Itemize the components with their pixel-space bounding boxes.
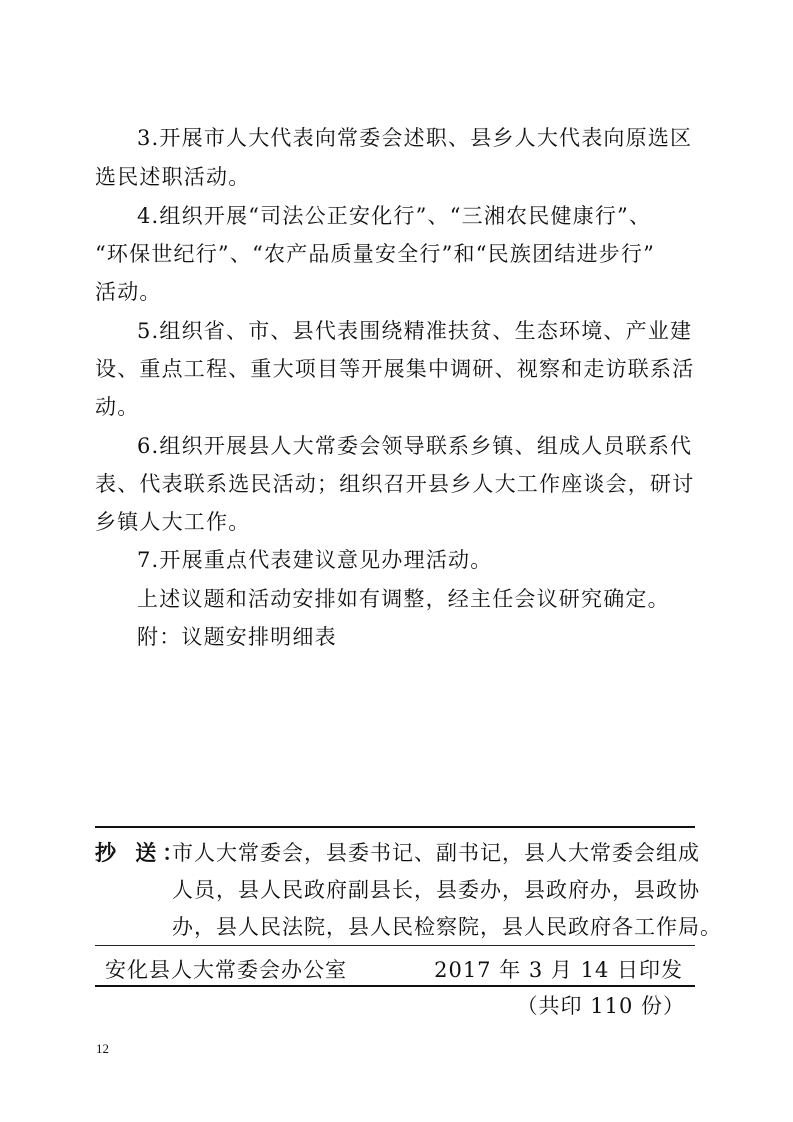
cc-label: 抄 送： [95, 840, 190, 865]
paragraph-4-line-3: 活动。 [95, 280, 162, 304]
print-copies: （共印 110 份） [516, 994, 685, 1018]
issuer-top-rule [95, 945, 695, 946]
closing-note: 上述议题和活动安排如有调整，经主任会议研究确定。 [137, 587, 670, 611]
issuing-office: 安化县人大常委会办公室 [105, 958, 347, 982]
cc-recipients-line-2: 人员，县人民政府副县长，县委办，县政府办，县政协 [172, 878, 700, 902]
paragraph-6-line-3: 乡镇人大工作。 [95, 510, 251, 534]
paragraph-5-line-3: 动。 [95, 395, 140, 419]
cc-top-rule [95, 826, 695, 828]
paragraph-6-line-2: 表、代表联系选民活动；组织召开县乡人大工作座谈会，研讨 [95, 472, 695, 496]
cc-recipients-line-1: 市人大常委会，县委书记、副书记，县人大常委会组成 [172, 841, 700, 865]
issue-date: 2017 年 3 月 14 日印发 [434, 958, 683, 982]
paragraph-3-line-1: 3.开展市人大代表向常委会述职、县乡人大代表向原选区 [137, 126, 693, 150]
cc-recipients-line-3: 办，县人民法院，县人民检察院，县人民政府各工作局。 [172, 915, 722, 939]
paragraph-5-line-1: 5.组织省、市、县代表围绕精准扶贫、生态环境、产业建 [137, 319, 693, 343]
paragraph-6-line-1: 6.组织开展县人大常委会领导联系乡镇、组成人员联系代 [137, 434, 693, 458]
issuer-bottom-rule [95, 985, 695, 987]
paragraph-4-line-2: “环保世纪行”、“农产品质量安全行”和“民族团结进步行” [95, 242, 656, 266]
paragraph-4-line-1: 4.组织开展“司法公正安化行”、“三湘农民健康行”、 [137, 204, 652, 228]
page-number: 12 [96, 1041, 109, 1056]
paragraph-7: 7.开展重点代表建议意见办理活动。 [137, 548, 493, 572]
paragraph-3-line-2: 选民述职活动。 [95, 165, 251, 189]
paragraph-5-line-2: 设、重点工程、重大项目等开展集中调研、视察和走访联系活 [95, 357, 695, 381]
attachment-note: 附：议题安排明细表 [137, 625, 337, 649]
